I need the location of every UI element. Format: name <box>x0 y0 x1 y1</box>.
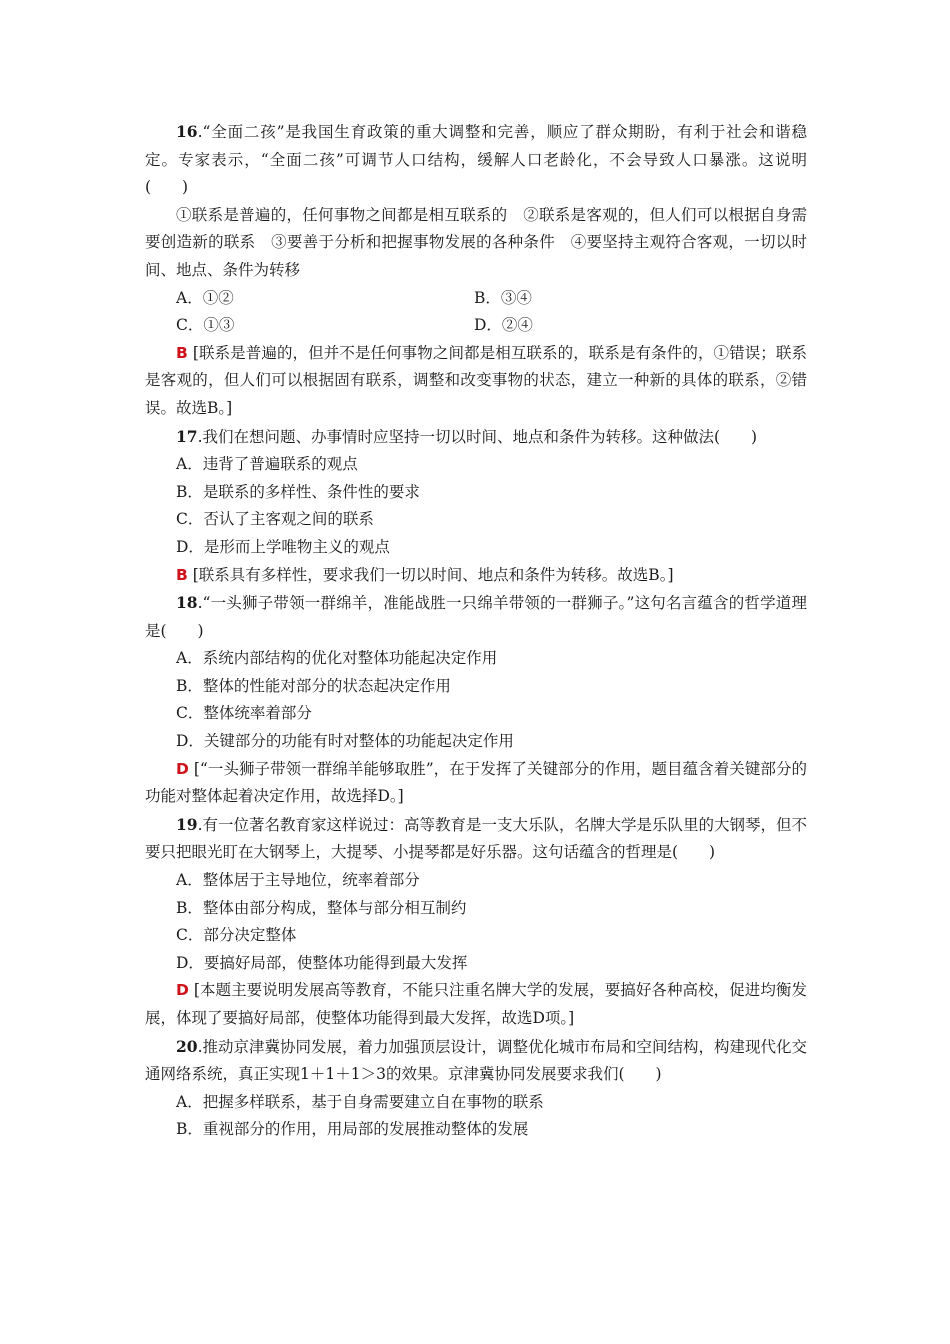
option-a: A．整体居于主导地位，统率着部分 <box>176 871 420 890</box>
option-d: D．是形而上学唯物主义的观点 <box>176 537 390 556</box>
option-c: C．整体统率着部分 <box>176 704 312 723</box>
option-d: D．②④ <box>474 316 533 335</box>
question-text: .有一位著名教育家这样说过：高等教育是一支大乐队，名牌大学是乐队里的大钢琴，但不要只把眼光盯在大钢琴上，大提琴、小提琴都是好乐器。这句话蕴含的哲理是( ) <box>145 815 808 862</box>
question-number: 18 <box>176 593 198 613</box>
question-17-answer <box>145 562 807 590</box>
question-number: 17 <box>176 426 198 446</box>
option-b: B．整体的性能对部分的状态起决定作用 <box>176 676 451 695</box>
option-d: D．要搞好局部，使整体功能得到最大发挥 <box>176 953 468 972</box>
question-19-answer <box>145 977 807 1032</box>
question-18-answer <box>145 756 807 811</box>
question-text: .我们在想问题、办事情时应坚持一切以时间、地点和条件为转移。这种做法( ) <box>197 427 758 446</box>
answer-letter: B <box>176 565 188 584</box>
question-list <box>145 118 807 1144</box>
question-20-stem <box>145 1033 807 1089</box>
option-c: C．①③ <box>176 316 235 335</box>
question-number: 20 <box>176 1036 198 1056</box>
answer-letter: B <box>176 343 188 362</box>
option-row <box>145 285 807 313</box>
answer-explanation: [“一头狮子带领一群绵羊能够取胜”，在于发挥了关键部分的作用，题目蕴含着关键部分的功能对整体起着决定作用，故选择D。] <box>145 759 807 806</box>
option-a: A．①② <box>176 288 234 307</box>
option-b: B．③④ <box>474 288 532 307</box>
question-19-stem <box>145 811 807 867</box>
question-17-stem <box>145 423 807 452</box>
answer-letter: D <box>176 981 189 1000</box>
question-16-statements: ①联系是普遍的，任何事物之间都是相互联系的 ②联系是客观的，但人们可以根据自身需要创造新的联系 ③要善于分析和把握事物发展的各种条件 ④要坚持主观符合客观，一切以时间、地点、条件为转移 <box>145 205 807 279</box>
option-c: C．部分决定整体 <box>176 926 297 945</box>
option-row <box>145 312 807 340</box>
question-16-stem <box>145 118 807 202</box>
question-text: .“一头狮子带领一群绵羊，准能战胜一只绵羊带领的一群狮子。”这句名言蕴含的哲学道理是( ) <box>145 594 807 640</box>
question-text: .“全面二孩”是我国生育政策的重大调整和完善，顺应了群众期盼，有利于社会和谐稳定。专家表示，“全面二孩”可调节人口结构，缓解人口老龄化，不会导致人口暴涨。这说明( ) <box>145 123 807 197</box>
answer-letter: D <box>176 759 189 778</box>
option-d: D．关键部分的功能有时对整体的功能起决定作用 <box>176 732 514 751</box>
option-c: C．否认了主客观之间的联系 <box>176 510 374 529</box>
option-a: A．系统内部结构的优化对整体功能起决定作用 <box>176 649 498 668</box>
answer-explanation: [联系具有多样性，要求我们一切以时间、地点和条件为转移。故选B。] <box>187 565 674 584</box>
question-16-answer <box>145 340 807 423</box>
answer-explanation: [本题主要说明发展高等教育，不能只注重名牌大学的发展，要搞好各种高校，促进均衡发展，体现了要搞好局部，使整体功能得到最大发挥，故选D项。] <box>145 981 807 1027</box>
question-18-stem <box>145 589 807 645</box>
question-text: .推动京津冀协同发展，着力加强顶层设计，调整优化城市布局和空间结构，构建现代化交通网络系统，真正实现1＋1＋1＞3的效果。京津冀协同发展要求我们( ) <box>145 1037 808 1084</box>
question-number: 16 <box>176 122 198 141</box>
option-a: A．违背了普遍联系的观点 <box>176 455 358 474</box>
option-a: A．把握多样联系，基于自身需要建立自在事物的联系 <box>176 1092 544 1111</box>
question-number: 19 <box>176 814 198 834</box>
option-b: B．重视部分的作用，用局部的发展推动整体的发展 <box>176 1120 529 1139</box>
answer-explanation: [联系是普遍的，但并不是任何事物之间都是相互联系的，联系是有条件的，①错误；联系是客观的，但人们可以根据固有联系，调整和改变事物的状态，建立一种新的具体的联系，②错误。故选B。] <box>145 343 807 417</box>
option-b: B．整体由部分构成，整体与部分相互制约 <box>176 898 467 917</box>
option-b: B．是联系的多样性、条件性的要求 <box>176 482 420 501</box>
